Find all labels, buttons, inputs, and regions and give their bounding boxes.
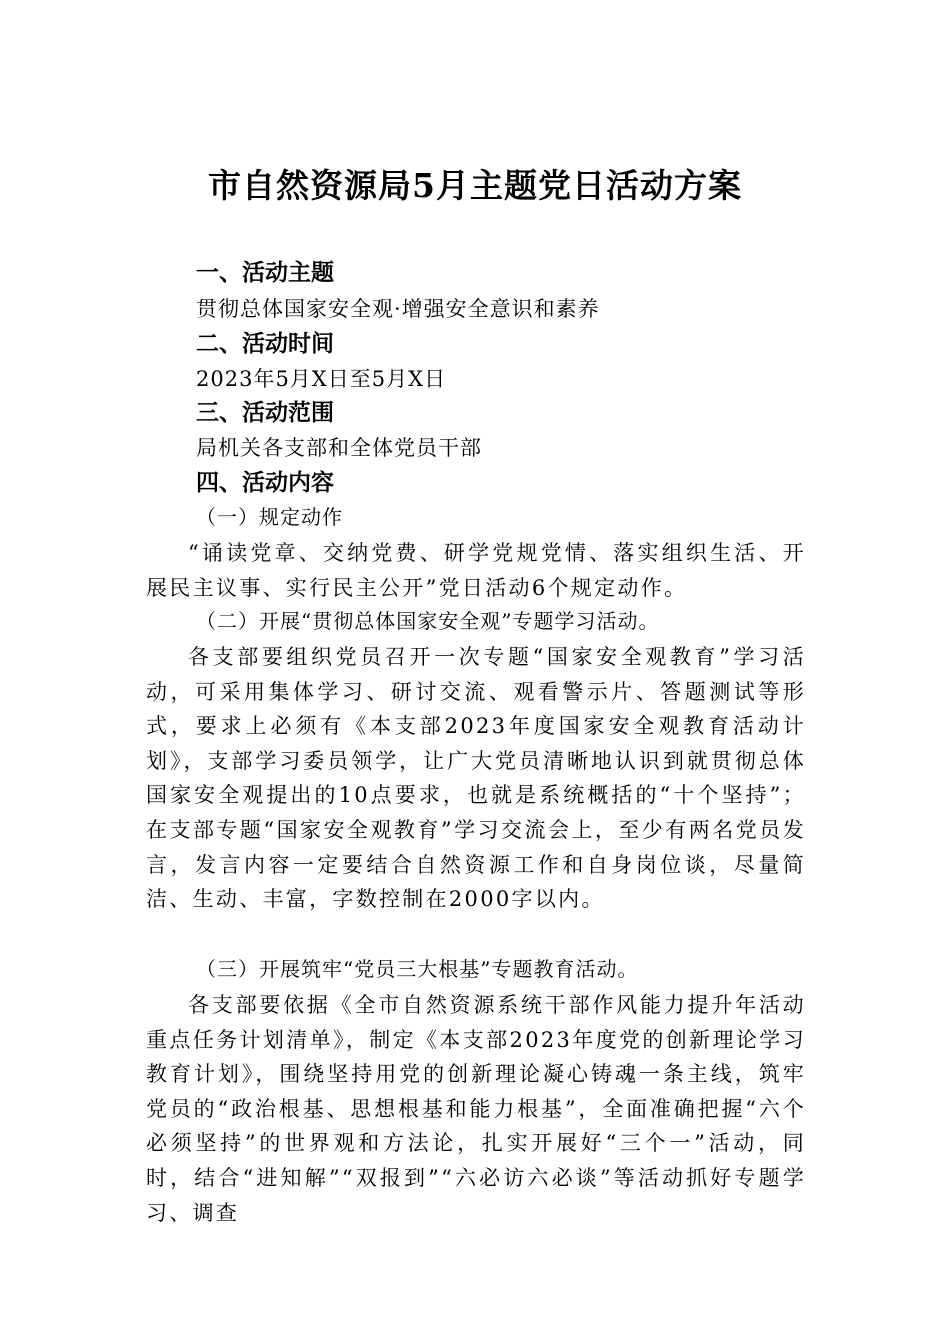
section-content-theme: 贯彻总体国家安全观·增强安全意识和素养 bbox=[196, 297, 600, 321]
section-content-time: 2023年5月X日至5月X日 bbox=[196, 367, 447, 391]
subsection-heading-1: （一）规定动作 bbox=[196, 505, 343, 529]
section-heading-time: 二、活动时间 bbox=[196, 331, 334, 357]
subsection-paragraph-2: 各支部要组织党员召开一次专题“国家安全观教育”学习活动，可采用集体学习、研讨交流、观看警示片、答题测试等形式，要求上必须有《本支部2023年度国家安全观教育活动计划》，支部学习委员领学，让广大党员清晰地认识到就贯彻总体国家安全观提出的10点要求，也就是系统概括的“十个坚持”；在支部专题“国家安全观教育”学习交流会上，至少有两名党员发言，发言内容一定要结合自然资源工作和自身岗位谈，尽量简洁、生动、丰富，字数控制在2000字以内。 bbox=[146, 645, 806, 912]
section-heading-scope: 三、活动范围 bbox=[196, 400, 334, 426]
section-heading-content: 四、活动内容 bbox=[196, 470, 334, 496]
subsection-heading-2: （二）开展“贯彻总体国家安全观”专题学习活动。 bbox=[196, 609, 660, 633]
subsection-heading-3: （三）开展筑牢“党员三大根基”专题教育活动。 bbox=[196, 957, 639, 981]
subsection-paragraph-1: “诵读党章、交纳党费、研学党规党情、落实组织生活、开展民主议事、实行民主公开”党日活动6个规定动作。 bbox=[146, 541, 806, 600]
section-content-scope: 局机关各支部和全体党员干部 bbox=[196, 436, 482, 460]
section-heading-theme: 一、活动主题 bbox=[196, 260, 334, 286]
document-title: 市自然资源局5月主题党日活动方案 bbox=[208, 166, 742, 205]
subsection-paragraph-3: 各支部要依据《全市自然资源系统干部作风能力提升年活动重点任务计划清单》，制定《本支部2023年度党的创新理论学习教育计划》，围绕坚持用党的创新理论凝心铸魂一条主线，筑牢党员的“政治根基、思想根基和能力根基”，全面准确把握“六个必须坚持”的世界观和方法论，扎实开展好“三个一”活动，同时，结合“进知解”“双报到”“六必访六必谈”等活动抓好专题学习、调查 bbox=[146, 993, 806, 1225]
